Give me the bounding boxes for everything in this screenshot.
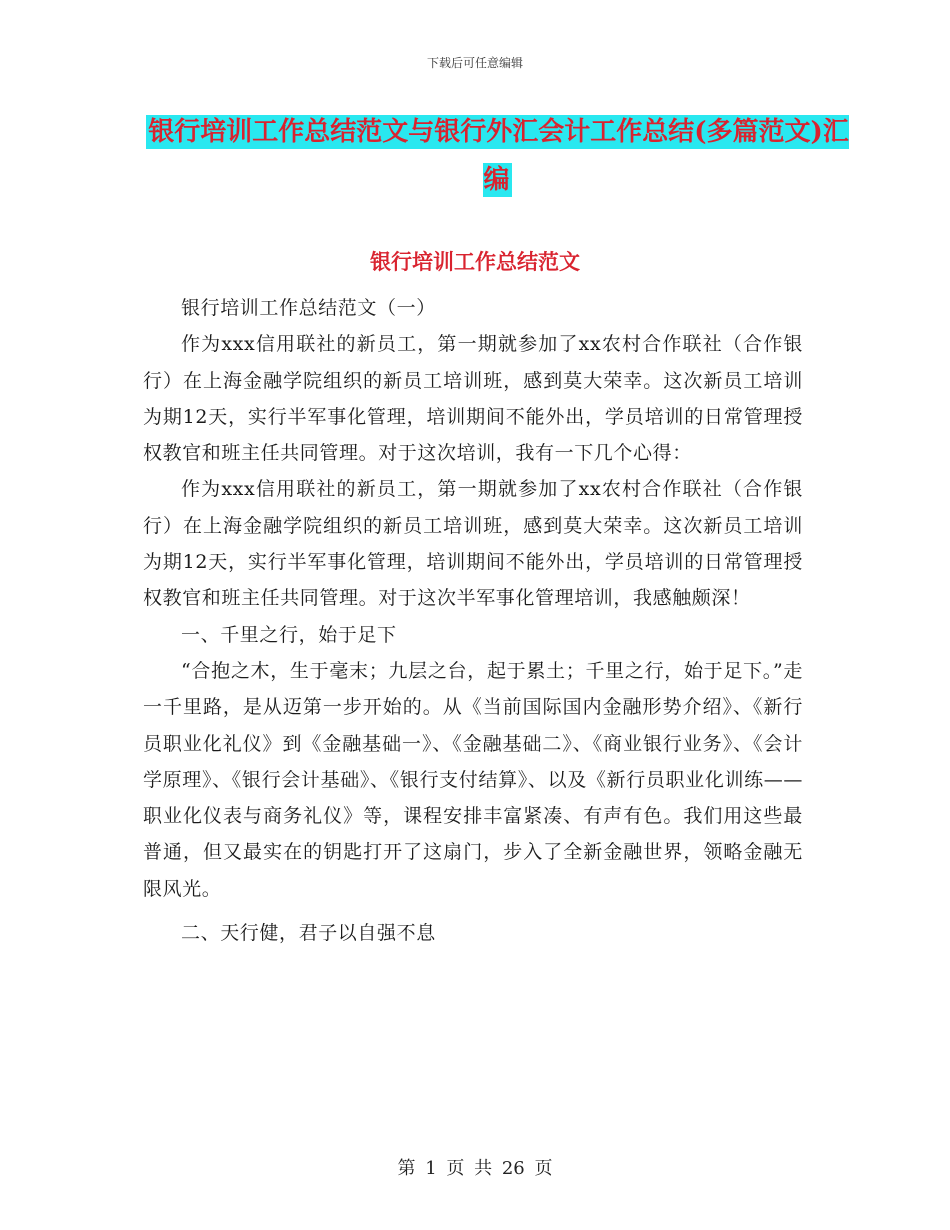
paragraph: “合抱之木，生于毫末；九层之台，起于累土；千里之行，始于足下。”走一千里路，是从迈第一步开始的。从《当前国际国内金融形势介绍》、《新行员职业化礼仪》到《金融基础一》、《金融基础二》、《商业银行业务》、《会计学原理》、《银行会计基础》、《银行支付结算》、以及《新行员职业化训练——职业化仪表与商务礼仪》等，课程安排丰富紧凑、有声有色。我们用这些最普通，但又最实在的钥匙打开了这扇门，步入了全新金融世界，领略金融无限风光。 xyxy=(143,659,803,900)
section-heading: 一、千里之行，始于足下 xyxy=(181,623,397,646)
paragraph: 作为xxx信用联社的新员工，第一期就参加了xx农村合作联社（合作银行）在上海金融学院组织的新员工培训班，感到莫大荣幸。这次新员工培训为期12天，实行半军事化管理，培训期间不能外出，学员培训的日常管理授权教官和班主任共同管理。对于这次培训，我有一下几个心得： xyxy=(143,333,803,465)
section-heading: 二、天行健，君子以自强不息 xyxy=(181,922,436,945)
document-title-text: 银行培训工作总结范文与银行外汇会计工作总结(多篇范文)汇编 xyxy=(148,117,849,195)
document-body xyxy=(143,290,803,951)
paragraph: 作为xxx信用联社的新员工，第一期就参加了xx农村合作联社（合作银行）在上海金融学院组织的新员工培训班，感到莫大荣幸。这次新员工培训为期12天，实行半军事化管理，培训期间不能外出，学员培训的日常管理授权教官和班主任共同管理。对于这次半军事化管理培训，我感触颇深！ xyxy=(143,478,803,610)
paragraph: 银行培训工作总结范文（一） xyxy=(181,297,436,319)
page-number: 第 1 页 共 26 页 xyxy=(397,1158,553,1179)
section-title: 银行培训工作总结范文 xyxy=(370,249,580,274)
page-header-note: 下载后可任意编辑 xyxy=(426,56,523,70)
document-title xyxy=(140,108,855,204)
